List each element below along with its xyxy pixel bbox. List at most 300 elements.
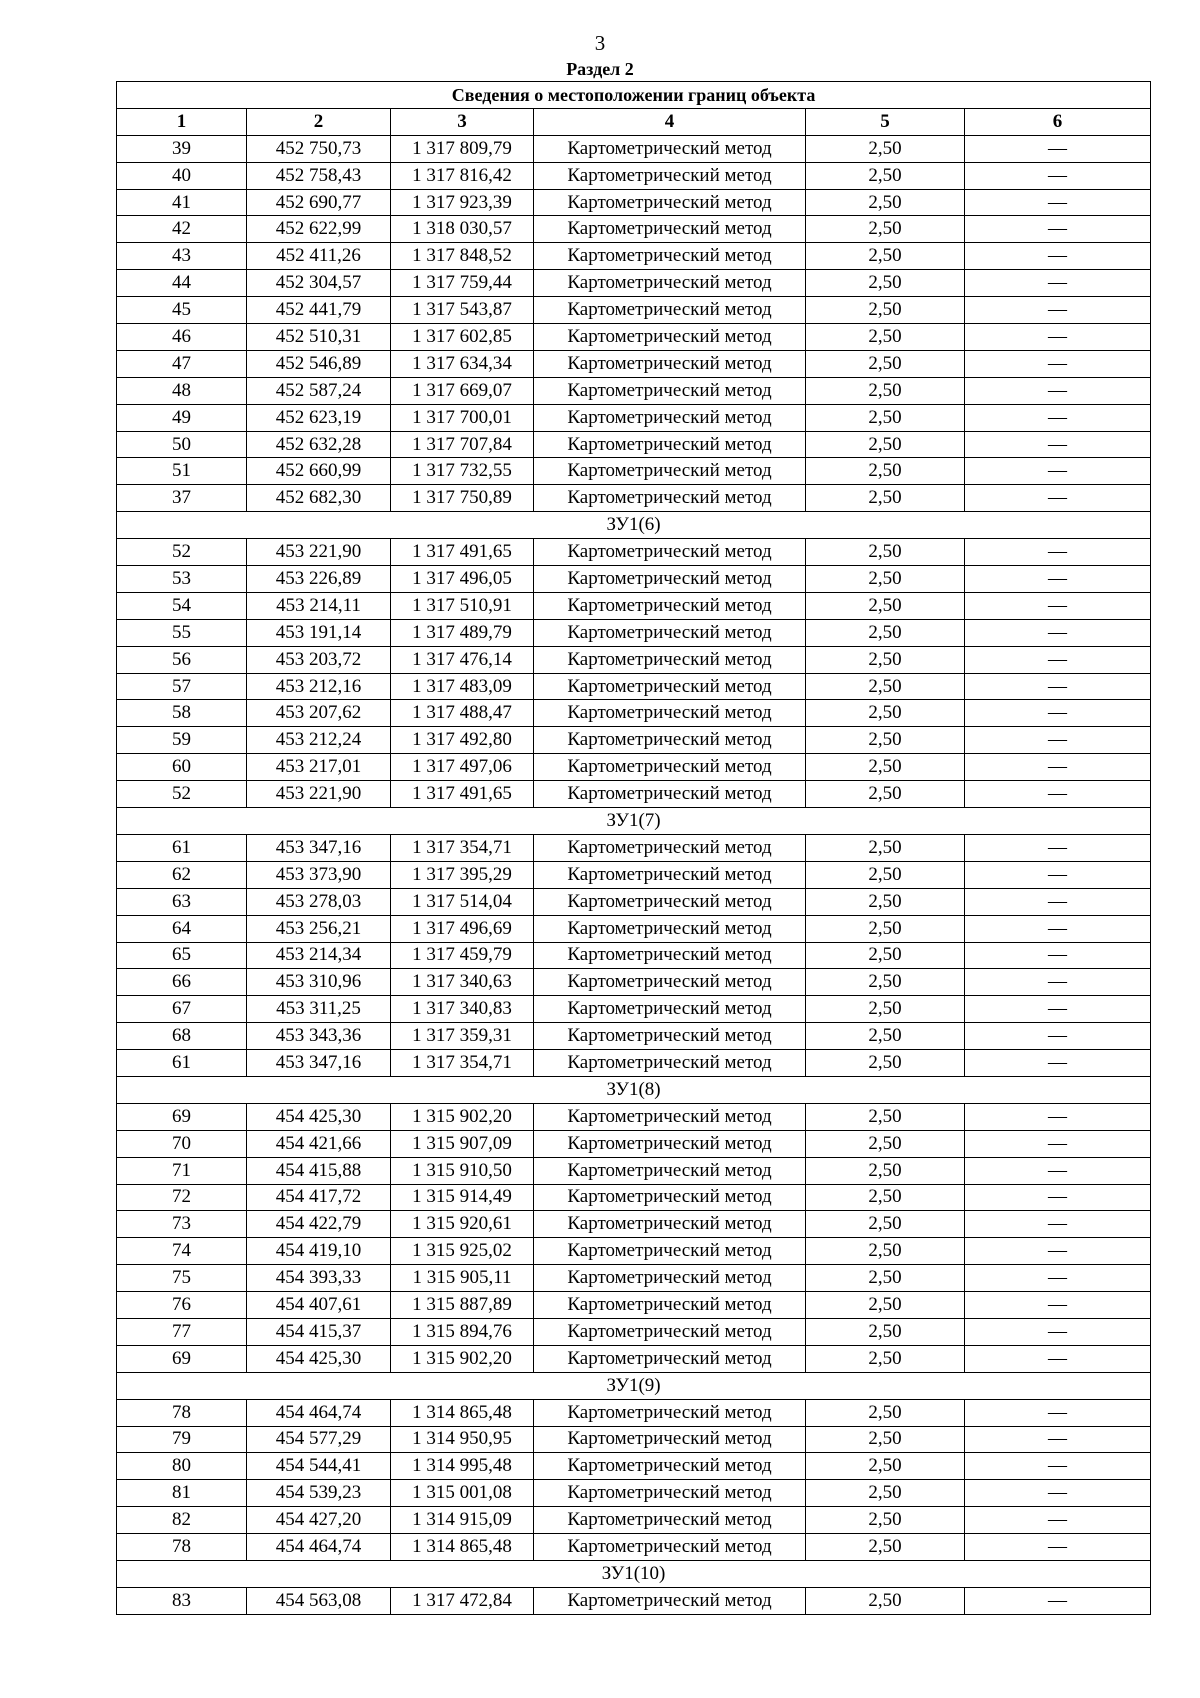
accuracy-cell: 2,50 [806, 1534, 965, 1561]
x-coordinate-cell: 452 411,26 [247, 243, 391, 270]
accuracy-cell: 2,50 [806, 324, 965, 351]
table-row [117, 1211, 1151, 1238]
y-coordinate-cell: 1 317 395,29 [391, 861, 534, 888]
method-cell: Картометрический метод [534, 754, 806, 781]
group-header-row [117, 1560, 1151, 1587]
description-cell: — [965, 1023, 1151, 1050]
y-coordinate-cell: 1 317 923,39 [391, 189, 534, 216]
accuracy-cell: 2,50 [806, 485, 965, 512]
description-cell: — [965, 566, 1151, 593]
accuracy-cell: 2,50 [806, 1023, 965, 1050]
method-cell: Картометрический метод [534, 619, 806, 646]
x-coordinate-cell: 453 191,14 [247, 619, 391, 646]
method-cell: Картометрический метод [534, 1587, 806, 1614]
table-row [117, 566, 1151, 593]
description-cell: — [965, 673, 1151, 700]
x-coordinate-cell: 452 546,89 [247, 350, 391, 377]
y-coordinate-cell: 1 317 491,65 [391, 781, 534, 808]
table-row [117, 1345, 1151, 1372]
table-row [117, 1426, 1151, 1453]
x-coordinate-cell: 454 464,74 [247, 1534, 391, 1561]
method-cell: Картометрический метод [534, 297, 806, 324]
column-header: 2 [247, 108, 391, 135]
accuracy-cell: 2,50 [806, 727, 965, 754]
table-row [117, 1103, 1151, 1130]
y-coordinate-cell: 1 317 488,47 [391, 700, 534, 727]
table-row [117, 539, 1151, 566]
land-plot-label: ЗУ1(7) [117, 808, 1151, 835]
y-coordinate-cell: 1 317 492,80 [391, 727, 534, 754]
land-plot-label: ЗУ1(6) [117, 512, 1151, 539]
y-coordinate-cell: 1 317 669,07 [391, 377, 534, 404]
method-cell: Картометрический метод [534, 243, 806, 270]
description-cell: — [965, 189, 1151, 216]
description-cell: — [965, 1318, 1151, 1345]
description-cell: — [965, 431, 1151, 458]
description-cell: — [965, 619, 1151, 646]
x-coordinate-cell: 452 632,28 [247, 431, 391, 458]
method-cell: Картометрический метод [534, 888, 806, 915]
description-cell: — [965, 458, 1151, 485]
y-coordinate-cell: 1 317 489,79 [391, 619, 534, 646]
point-number-cell: 48 [117, 377, 247, 404]
method-cell: Картометрический метод [534, 915, 806, 942]
y-coordinate-cell: 1 315 902,20 [391, 1345, 534, 1372]
point-number-cell: 83 [117, 1587, 247, 1614]
table-row [117, 1157, 1151, 1184]
point-number-cell: 39 [117, 135, 247, 162]
y-coordinate-cell: 1 317 543,87 [391, 297, 534, 324]
x-coordinate-cell: 454 415,88 [247, 1157, 391, 1184]
method-cell: Картометрический метод [534, 1265, 806, 1292]
land-plot-label: ЗУ1(9) [117, 1372, 1151, 1399]
point-number-cell: 61 [117, 1050, 247, 1077]
x-coordinate-cell: 453 310,96 [247, 969, 391, 996]
method-cell: Картометрический метод [534, 1050, 806, 1077]
description-cell: — [965, 1238, 1151, 1265]
method-cell: Картометрический метод [534, 485, 806, 512]
table-row [117, 1023, 1151, 1050]
description-cell: — [965, 1534, 1151, 1561]
accuracy-cell: 2,50 [806, 888, 965, 915]
accuracy-cell: 2,50 [806, 189, 965, 216]
description-cell: — [965, 969, 1151, 996]
accuracy-cell: 2,50 [806, 458, 965, 485]
method-cell: Картометрический метод [534, 216, 806, 243]
method-cell: Картометрический метод [534, 135, 806, 162]
x-coordinate-cell: 454 464,74 [247, 1399, 391, 1426]
point-number-cell: 61 [117, 834, 247, 861]
group-header-row [117, 1372, 1151, 1399]
point-number-cell: 79 [117, 1426, 247, 1453]
description-cell: — [965, 539, 1151, 566]
point-number-cell: 54 [117, 592, 247, 619]
y-coordinate-cell: 1 314 865,48 [391, 1399, 534, 1426]
x-coordinate-cell: 454 407,61 [247, 1292, 391, 1319]
description-cell: — [965, 135, 1151, 162]
table-row [117, 619, 1151, 646]
accuracy-cell: 2,50 [806, 1238, 965, 1265]
accuracy-cell: 2,50 [806, 1345, 965, 1372]
accuracy-cell: 2,50 [806, 969, 965, 996]
accuracy-cell: 2,50 [806, 673, 965, 700]
method-cell: Картометрический метод [534, 350, 806, 377]
column-header: 5 [806, 108, 965, 135]
method-cell: Картометрический метод [534, 996, 806, 1023]
description-cell: — [965, 270, 1151, 297]
accuracy-cell: 2,50 [806, 915, 965, 942]
table-row [117, 1507, 1151, 1534]
description-cell: — [965, 1453, 1151, 1480]
x-coordinate-cell: 453 278,03 [247, 888, 391, 915]
point-number-cell: 82 [117, 1507, 247, 1534]
accuracy-cell: 2,50 [806, 754, 965, 781]
y-coordinate-cell: 1 317 634,34 [391, 350, 534, 377]
accuracy-cell: 2,50 [806, 350, 965, 377]
accuracy-cell: 2,50 [806, 619, 965, 646]
accuracy-cell: 2,50 [806, 1157, 965, 1184]
table-body [117, 135, 1151, 1614]
description-cell: — [965, 1480, 1151, 1507]
y-coordinate-cell: 1 317 848,52 [391, 243, 534, 270]
point-number-cell: 56 [117, 646, 247, 673]
table-row [117, 1265, 1151, 1292]
table-row [117, 781, 1151, 808]
table-row [117, 1050, 1151, 1077]
page-number: 3 [594, 31, 606, 55]
column-header: 1 [117, 108, 247, 135]
point-number-cell: 81 [117, 1480, 247, 1507]
accuracy-cell: 2,50 [806, 1292, 965, 1319]
table-row [117, 646, 1151, 673]
point-number-cell: 73 [117, 1211, 247, 1238]
x-coordinate-cell: 453 212,16 [247, 673, 391, 700]
point-number-cell: 57 [117, 673, 247, 700]
table-row [117, 727, 1151, 754]
y-coordinate-cell: 1 317 707,84 [391, 431, 534, 458]
table-row [117, 243, 1151, 270]
table-row [117, 485, 1151, 512]
y-coordinate-cell: 1 317 472,84 [391, 1587, 534, 1614]
point-number-cell: 40 [117, 162, 247, 189]
accuracy-cell: 2,50 [806, 1211, 965, 1238]
method-cell: Картометрический метод [534, 1130, 806, 1157]
point-number-cell: 71 [117, 1157, 247, 1184]
accuracy-cell: 2,50 [806, 1426, 965, 1453]
x-coordinate-cell: 453 214,34 [247, 942, 391, 969]
point-number-cell: 53 [117, 566, 247, 593]
method-cell: Картометрический метод [534, 189, 806, 216]
table-row [117, 458, 1151, 485]
table-row [117, 1453, 1151, 1480]
table-row [117, 1238, 1151, 1265]
x-coordinate-cell: 454 425,30 [247, 1103, 391, 1130]
method-cell: Картометрический метод [534, 1184, 806, 1211]
x-coordinate-cell: 454 417,72 [247, 1184, 391, 1211]
description-cell: — [965, 592, 1151, 619]
y-coordinate-cell: 1 317 700,01 [391, 404, 534, 431]
description-cell: — [965, 942, 1151, 969]
x-coordinate-cell: 454 393,33 [247, 1265, 391, 1292]
x-coordinate-cell: 452 690,77 [247, 189, 391, 216]
y-coordinate-cell: 1 317 602,85 [391, 324, 534, 351]
method-cell: Картометрический метод [534, 781, 806, 808]
description-cell: — [965, 1292, 1151, 1319]
point-number-cell: 65 [117, 942, 247, 969]
method-cell: Картометрический метод [534, 324, 806, 351]
y-coordinate-cell: 1 317 816,42 [391, 162, 534, 189]
method-cell: Картометрический метод [534, 1157, 806, 1184]
method-cell: Картометрический метод [534, 1103, 806, 1130]
x-coordinate-cell: 452 441,79 [247, 297, 391, 324]
description-cell: — [965, 834, 1151, 861]
x-coordinate-cell: 453 212,24 [247, 727, 391, 754]
method-cell: Картометрический метод [534, 458, 806, 485]
point-number-cell: 78 [117, 1399, 247, 1426]
point-number-cell: 64 [117, 915, 247, 942]
y-coordinate-cell: 1 317 354,71 [391, 1050, 534, 1077]
point-number-cell: 80 [117, 1453, 247, 1480]
method-cell: Картометрический метод [534, 834, 806, 861]
description-cell: — [965, 1103, 1151, 1130]
description-cell: — [965, 1157, 1151, 1184]
point-number-cell: 41 [117, 189, 247, 216]
accuracy-cell: 2,50 [806, 1507, 965, 1534]
x-coordinate-cell: 453 373,90 [247, 861, 391, 888]
y-coordinate-cell: 1 314 995,48 [391, 1453, 534, 1480]
accuracy-cell: 2,50 [806, 297, 965, 324]
point-number-cell: 55 [117, 619, 247, 646]
y-coordinate-cell: 1 317 496,69 [391, 915, 534, 942]
accuracy-cell: 2,50 [806, 700, 965, 727]
table-row [117, 324, 1151, 351]
table-row [117, 1184, 1151, 1211]
y-coordinate-cell: 1 317 750,89 [391, 485, 534, 512]
table-row [117, 996, 1151, 1023]
x-coordinate-cell: 454 419,10 [247, 1238, 391, 1265]
y-coordinate-cell: 1 317 340,63 [391, 969, 534, 996]
method-cell: Картометрический метод [534, 1318, 806, 1345]
point-number-cell: 66 [117, 969, 247, 996]
table-row [117, 189, 1151, 216]
description-cell: — [965, 915, 1151, 942]
description-cell: — [965, 996, 1151, 1023]
description-cell: — [965, 1184, 1151, 1211]
point-number-cell: 67 [117, 996, 247, 1023]
column-header: 4 [534, 108, 806, 135]
y-coordinate-cell: 1 315 907,09 [391, 1130, 534, 1157]
table-row [117, 1130, 1151, 1157]
description-cell: — [965, 754, 1151, 781]
x-coordinate-cell: 453 311,25 [247, 996, 391, 1023]
description-cell: — [965, 1211, 1151, 1238]
description-cell: — [965, 324, 1151, 351]
table-row [117, 350, 1151, 377]
description-cell: — [965, 216, 1151, 243]
table-row [117, 700, 1151, 727]
x-coordinate-cell: 453 347,16 [247, 1050, 391, 1077]
method-cell: Картометрический метод [534, 673, 806, 700]
accuracy-cell: 2,50 [806, 431, 965, 458]
table-caption-row [117, 82, 1151, 109]
land-plot-label: ЗУ1(8) [117, 1076, 1151, 1103]
point-number-cell: 37 [117, 485, 247, 512]
accuracy-cell: 2,50 [806, 592, 965, 619]
y-coordinate-cell: 1 315 925,02 [391, 1238, 534, 1265]
description-cell: — [965, 485, 1151, 512]
accuracy-cell: 2,50 [806, 646, 965, 673]
method-cell: Картометрический метод [534, 1453, 806, 1480]
point-number-cell: 52 [117, 781, 247, 808]
point-number-cell: 74 [117, 1238, 247, 1265]
y-coordinate-cell: 1 314 865,48 [391, 1534, 534, 1561]
group-header-row [117, 512, 1151, 539]
accuracy-cell: 2,50 [806, 1103, 965, 1130]
description-cell: — [965, 1345, 1151, 1372]
accuracy-cell: 2,50 [806, 1050, 965, 1077]
method-cell: Картометрический метод [534, 592, 806, 619]
description-cell: — [965, 1265, 1151, 1292]
table-row [117, 297, 1151, 324]
y-coordinate-cell: 1 317 483,09 [391, 673, 534, 700]
y-coordinate-cell: 1 317 459,79 [391, 942, 534, 969]
x-coordinate-cell: 452 682,30 [247, 485, 391, 512]
y-coordinate-cell: 1 317 491,65 [391, 539, 534, 566]
x-coordinate-cell: 453 203,72 [247, 646, 391, 673]
table-row [117, 942, 1151, 969]
point-number-cell: 44 [117, 270, 247, 297]
accuracy-cell: 2,50 [806, 861, 965, 888]
method-cell: Картометрический метод [534, 1426, 806, 1453]
y-coordinate-cell: 1 317 510,91 [391, 592, 534, 619]
y-coordinate-cell: 1 314 950,95 [391, 1426, 534, 1453]
method-cell: Картометрический метод [534, 1534, 806, 1561]
y-coordinate-cell: 1 315 905,11 [391, 1265, 534, 1292]
point-number-cell: 77 [117, 1318, 247, 1345]
method-cell: Картометрический метод [534, 404, 806, 431]
y-coordinate-cell: 1 315 920,61 [391, 1211, 534, 1238]
x-coordinate-cell: 453 217,01 [247, 754, 391, 781]
point-number-cell: 49 [117, 404, 247, 431]
table-row [117, 162, 1151, 189]
accuracy-cell: 2,50 [806, 1130, 965, 1157]
table-row [117, 915, 1151, 942]
point-number-cell: 52 [117, 539, 247, 566]
table-row [117, 216, 1151, 243]
point-number-cell: 68 [117, 1023, 247, 1050]
x-coordinate-cell: 453 347,16 [247, 834, 391, 861]
method-cell: Картометрический метод [534, 1238, 806, 1265]
table-row [117, 404, 1151, 431]
point-number-cell: 42 [117, 216, 247, 243]
description-cell: — [965, 727, 1151, 754]
x-coordinate-cell: 454 422,79 [247, 1211, 391, 1238]
table-row [117, 135, 1151, 162]
y-coordinate-cell: 1 315 001,08 [391, 1480, 534, 1507]
y-coordinate-cell: 1 317 809,79 [391, 135, 534, 162]
method-cell: Картометрический метод [534, 1399, 806, 1426]
description-cell: — [965, 162, 1151, 189]
method-cell: Картометрический метод [534, 861, 806, 888]
description-cell: — [965, 297, 1151, 324]
table-row [117, 754, 1151, 781]
method-cell: Картометрический метод [534, 1480, 806, 1507]
method-cell: Картометрический метод [534, 646, 806, 673]
method-cell: Картометрический метод [534, 1507, 806, 1534]
point-number-cell: 45 [117, 297, 247, 324]
x-coordinate-cell: 453 214,11 [247, 592, 391, 619]
x-coordinate-cell: 453 256,21 [247, 915, 391, 942]
point-number-cell: 62 [117, 861, 247, 888]
accuracy-cell: 2,50 [806, 1318, 965, 1345]
point-number-cell: 72 [117, 1184, 247, 1211]
accuracy-cell: 2,50 [806, 243, 965, 270]
x-coordinate-cell: 453 226,89 [247, 566, 391, 593]
x-coordinate-cell: 454 421,66 [247, 1130, 391, 1157]
table-row [117, 1399, 1151, 1426]
y-coordinate-cell: 1 317 340,83 [391, 996, 534, 1023]
method-cell: Картометрический метод [534, 1023, 806, 1050]
accuracy-cell: 2,50 [806, 270, 965, 297]
description-cell: — [965, 861, 1151, 888]
point-number-cell: 75 [117, 1265, 247, 1292]
accuracy-cell: 2,50 [806, 162, 965, 189]
method-cell: Картометрический метод [534, 1292, 806, 1319]
y-coordinate-cell: 1 314 915,09 [391, 1507, 534, 1534]
x-coordinate-cell: 452 587,24 [247, 377, 391, 404]
table-row [117, 1292, 1151, 1319]
x-coordinate-cell: 454 425,30 [247, 1345, 391, 1372]
y-coordinate-cell: 1 318 030,57 [391, 216, 534, 243]
table-row [117, 969, 1151, 996]
table-caption: Сведения о местоположении границ объекта [117, 82, 1151, 109]
y-coordinate-cell: 1 317 759,44 [391, 270, 534, 297]
table-row [117, 592, 1151, 619]
y-coordinate-cell: 1 315 910,50 [391, 1157, 534, 1184]
y-coordinate-cell: 1 315 887,89 [391, 1292, 534, 1319]
accuracy-cell: 2,50 [806, 1265, 965, 1292]
x-coordinate-cell: 452 660,99 [247, 458, 391, 485]
accuracy-cell: 2,50 [806, 566, 965, 593]
accuracy-cell: 2,50 [806, 135, 965, 162]
table-row [117, 888, 1151, 915]
table-row [117, 1318, 1151, 1345]
table-row [117, 861, 1151, 888]
table-row [117, 377, 1151, 404]
accuracy-cell: 2,50 [806, 377, 965, 404]
group-header-row [117, 808, 1151, 835]
table-row [117, 673, 1151, 700]
accuracy-cell: 2,50 [806, 1480, 965, 1507]
description-cell: — [965, 888, 1151, 915]
accuracy-cell: 2,50 [806, 1453, 965, 1480]
description-cell: — [965, 781, 1151, 808]
x-coordinate-cell: 453 221,90 [247, 539, 391, 566]
description-cell: — [965, 1507, 1151, 1534]
description-cell: — [965, 404, 1151, 431]
x-coordinate-cell: 454 539,23 [247, 1480, 391, 1507]
point-number-cell: 47 [117, 350, 247, 377]
section-title: Раздел 2 [566, 59, 634, 79]
method-cell: Картометрический метод [534, 700, 806, 727]
point-number-cell: 59 [117, 727, 247, 754]
y-coordinate-cell: 1 317 476,14 [391, 646, 534, 673]
description-cell: — [965, 700, 1151, 727]
y-coordinate-cell: 1 317 354,71 [391, 834, 534, 861]
accuracy-cell: 2,50 [806, 834, 965, 861]
method-cell: Картометрический метод [534, 566, 806, 593]
method-cell: Картометрический метод [534, 162, 806, 189]
